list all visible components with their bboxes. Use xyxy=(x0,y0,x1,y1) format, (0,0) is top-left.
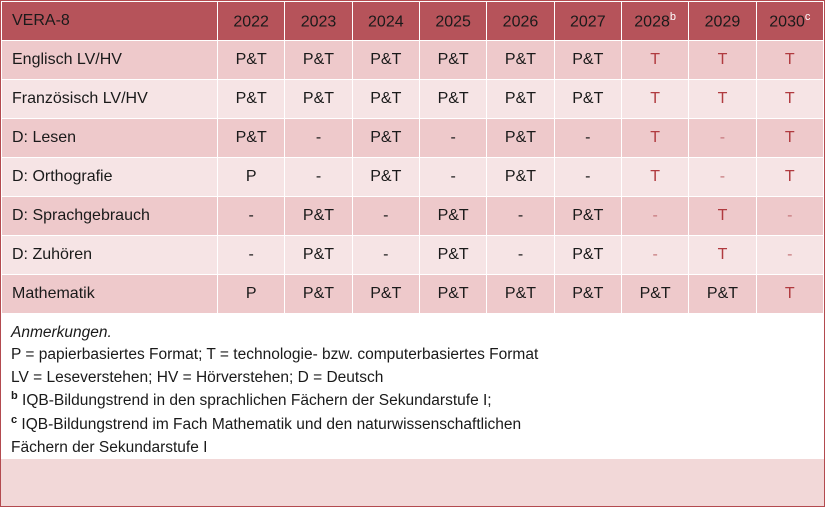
cell: P&T xyxy=(352,275,419,314)
notes-heading: Anmerkungen. xyxy=(11,324,112,341)
header-row xyxy=(2,2,824,41)
cell: P&T xyxy=(218,41,285,80)
cell: P&T xyxy=(352,158,419,197)
year-label: 2024 xyxy=(368,13,404,31)
row-label: Französisch LV/HV xyxy=(2,80,218,119)
column-header-2022 xyxy=(218,2,285,41)
year-label: 2023 xyxy=(300,13,337,31)
table-row xyxy=(2,80,824,119)
cell: P&T xyxy=(554,80,621,119)
table-row xyxy=(2,41,824,80)
cell: P&T xyxy=(554,41,621,80)
cell: P xyxy=(218,158,285,197)
vera8-schedule-table xyxy=(1,1,824,314)
year-label: 2028 xyxy=(634,13,670,31)
cell: P&T xyxy=(285,236,352,275)
cell: - xyxy=(285,158,352,197)
year-label: 2026 xyxy=(502,13,539,31)
cell: P&T xyxy=(218,80,285,119)
table-body xyxy=(2,41,824,314)
table-row xyxy=(2,275,824,314)
cell: - xyxy=(554,119,621,158)
table-row xyxy=(2,197,824,236)
cell: P&T xyxy=(487,119,554,158)
year-superscript: b xyxy=(669,10,676,23)
row-label: D: Lesen xyxy=(2,119,218,158)
corner-label: VERA-8 xyxy=(12,12,70,29)
year-label: 2025 xyxy=(435,13,471,31)
cell: P xyxy=(218,275,285,314)
cell: P&T xyxy=(352,119,419,158)
cell: P&T xyxy=(419,80,486,119)
cell: P&T xyxy=(419,197,486,236)
table-header xyxy=(2,2,824,41)
cell: T xyxy=(756,41,823,80)
cell: P&T xyxy=(352,80,419,119)
cell: - xyxy=(487,236,554,275)
cell: P&T xyxy=(419,236,486,275)
cell: - xyxy=(218,197,285,236)
cell: - xyxy=(689,119,756,158)
row-label: D: Orthografie xyxy=(2,158,218,197)
cell: - xyxy=(487,197,554,236)
cell: P&T xyxy=(487,275,554,314)
cell: - xyxy=(352,236,419,275)
notes-line-footnote-c xyxy=(11,413,814,437)
cell: - xyxy=(419,158,486,197)
row-label: Englisch LV/HV xyxy=(2,41,218,80)
column-header-2030 xyxy=(756,2,823,41)
cell: T xyxy=(756,275,823,314)
cell: T xyxy=(621,80,688,119)
row-label: D: Sprachgebrauch xyxy=(2,197,218,236)
cell: - xyxy=(419,119,486,158)
notes-line-footnote-c-cont: Fächern der Sekundarstufe I xyxy=(11,438,208,456)
cell: T xyxy=(756,119,823,158)
cell: - xyxy=(554,158,621,197)
cell: T xyxy=(756,158,823,197)
cell: P&T xyxy=(554,275,621,314)
table-row xyxy=(2,158,824,197)
cell: - xyxy=(621,236,688,275)
cell: P&T xyxy=(285,41,352,80)
cell: P&T xyxy=(487,158,554,197)
column-header-2024 xyxy=(352,2,419,41)
cell: - xyxy=(352,197,419,236)
cell: P&T xyxy=(218,119,285,158)
table-row xyxy=(2,119,824,158)
cell: - xyxy=(689,158,756,197)
cell: P&T xyxy=(487,41,554,80)
footnote-c-text: IQB-Bildungstrend im Fach Mathematik und den naturwissenschaftlichen xyxy=(17,416,522,434)
cell: P&T xyxy=(285,197,352,236)
notes-line-footnote-b xyxy=(11,389,814,413)
cell: T xyxy=(689,41,756,80)
year-superscript: c xyxy=(804,10,811,23)
cell: T xyxy=(689,80,756,119)
column-header-2027 xyxy=(554,2,621,41)
cell: P&T xyxy=(621,275,688,314)
cell: P&T xyxy=(419,275,486,314)
cell: P&T xyxy=(285,275,352,314)
cell: P&T xyxy=(419,41,486,80)
table-row xyxy=(2,236,824,275)
notes-line-legend-subjects: LV = Leseverstehen; HV = Hörverstehen; D = Deutsch xyxy=(11,368,384,386)
cell: - xyxy=(285,119,352,158)
footnote-marker-b: b xyxy=(11,390,18,403)
cell: T xyxy=(689,236,756,275)
notes-line-legend-format: P = papierbasiertes Format; T = technologie- bzw. computerbasiertes Format xyxy=(11,346,539,364)
cell: P&T xyxy=(554,236,621,275)
footnote-b-text: IQB-Bildungstrend in den sprachlichen Fächern der Sekundarstufe I; xyxy=(17,392,492,410)
cell: P&T xyxy=(352,41,419,80)
year-label: 2030 xyxy=(769,13,805,31)
column-header-2025 xyxy=(419,2,486,41)
column-header-2029 xyxy=(689,2,756,41)
year-label: 2029 xyxy=(704,13,741,31)
year-label: 2022 xyxy=(233,13,269,31)
column-header-2026 xyxy=(487,2,554,41)
cell: P&T xyxy=(487,80,554,119)
cell: - xyxy=(756,197,823,236)
cell: P&T xyxy=(285,80,352,119)
footnote-marker-c: c xyxy=(11,414,18,427)
column-header-2028 xyxy=(621,2,688,41)
cell: P&T xyxy=(689,275,756,314)
column-header-2023 xyxy=(285,2,352,41)
row-label: Mathematik xyxy=(2,275,218,314)
cell: - xyxy=(218,236,285,275)
cell: T xyxy=(621,119,688,158)
column-header-vera8 xyxy=(2,2,218,41)
cell: - xyxy=(756,236,823,275)
cell: - xyxy=(621,197,688,236)
cell: P&T xyxy=(554,197,621,236)
row-label: D: Zuhören xyxy=(2,236,218,275)
year-label: 2027 xyxy=(570,13,606,31)
cell: T xyxy=(689,197,756,236)
table-notes xyxy=(1,314,824,459)
cell: T xyxy=(621,41,688,80)
cell: T xyxy=(621,158,688,197)
cell: T xyxy=(756,80,823,119)
